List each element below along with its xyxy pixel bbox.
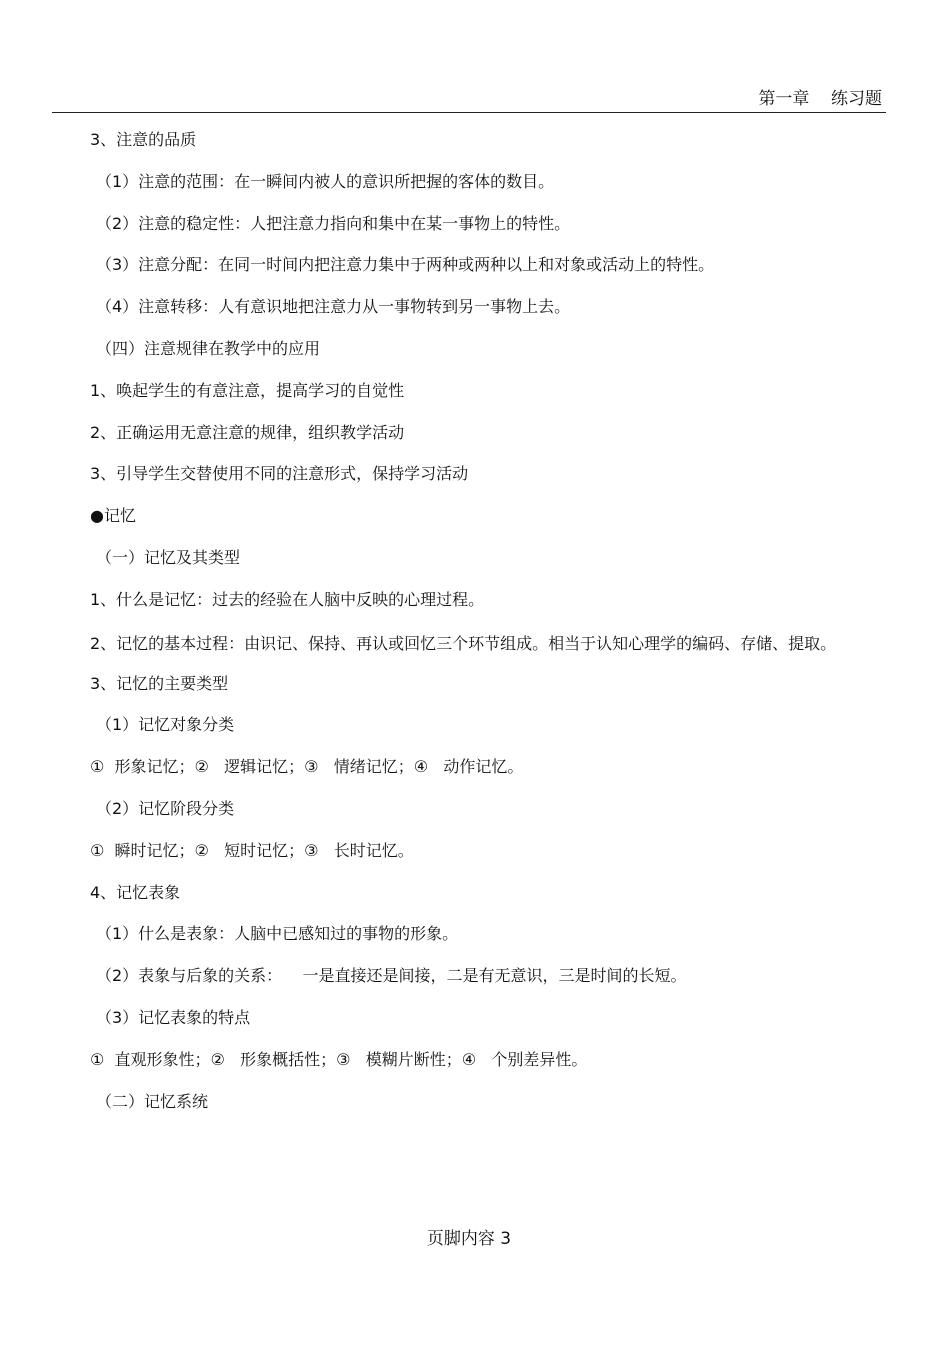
section-heading-memory-image: 4、记忆表象 xyxy=(90,882,181,902)
section-heading-memory-types: （一）记忆及其类型 xyxy=(96,547,241,567)
paragraph-unintentional-attention: 2、正确运用无意注意的规律，组织教学活动 xyxy=(90,422,405,442)
list-memory-stage-types: ① 瞬时记忆；② 短时记忆；③ 长时记忆。 xyxy=(90,840,414,860)
paragraph-what-is-memory: 1、什么是记忆：过去的经验在人脑中反映的心理过程。 xyxy=(90,589,485,609)
paragraph-memory-process: 2、记忆的基本过程：由识记、保持、再认或回忆三个环节组成。相当于认知心理学的编码、存储、提取。 xyxy=(90,633,837,653)
paragraph-attention-shift: （4）注意转移：人有意识地把注意力从一事物转到另一事物上去。 xyxy=(96,297,571,317)
paragraph-memory-object-classification: （1）记忆对象分类 xyxy=(96,715,235,735)
section-heading-memory: ●记忆 xyxy=(90,506,136,526)
list-image-features: ① 直观形象性；② 形象概括性；③ 模糊片断性；④ 个别差异性。 xyxy=(90,1049,588,1069)
paragraph-intentional-attention: 1、唤起学生的有意注意，提高学习的自觉性 xyxy=(90,380,405,400)
paragraph-attention-span: （1）注意的范围：在一瞬间内被人的意识所把握的客体的数目。 xyxy=(96,171,555,191)
section-heading-memory-system: （二）记忆系统 xyxy=(96,1091,209,1111)
section-heading-teaching-application: （四）注意规律在教学中的应用 xyxy=(96,338,321,358)
page-footer: 页脚内容 3 xyxy=(426,1229,512,1249)
section-heading-attention-quality: 3、注意的品质 xyxy=(90,130,197,149)
page-header: 第一章 练习题 xyxy=(758,89,882,109)
paragraph-attention-distribution: （3）注意分配：在同一时间内把注意力集中于两种或两种以上和对象或活动上的特性。 xyxy=(96,255,715,275)
header-divider xyxy=(52,112,886,113)
document-body xyxy=(52,129,852,1132)
paragraph-image-afterimage-relation: （2）表象与后象的关系： 一是直接还是间接，二是有无意识，三是时间的长短。 xyxy=(96,966,687,986)
list-memory-object-types: ① 形象记忆；② 逻辑记忆；③ 情绪记忆；④ 动作记忆。 xyxy=(90,757,524,777)
paragraph-memory-stage-classification: （2）记忆阶段分类 xyxy=(96,798,235,818)
paragraph-alternating-attention: 3、引导学生交替使用不同的注意形式，保持学习活动 xyxy=(90,464,469,484)
paragraph-image-features: （3）记忆表象的特点 xyxy=(96,1007,251,1027)
paragraph-attention-stability: （2）注意的稳定性：人把注意力指向和集中在某一事物上的特性。 xyxy=(96,213,571,233)
paragraph-what-is-image: （1）什么是表象：人脑中已感知过的事物的形象。 xyxy=(96,924,459,944)
section-heading-main-memory-types: 3、记忆的主要类型 xyxy=(90,673,229,693)
